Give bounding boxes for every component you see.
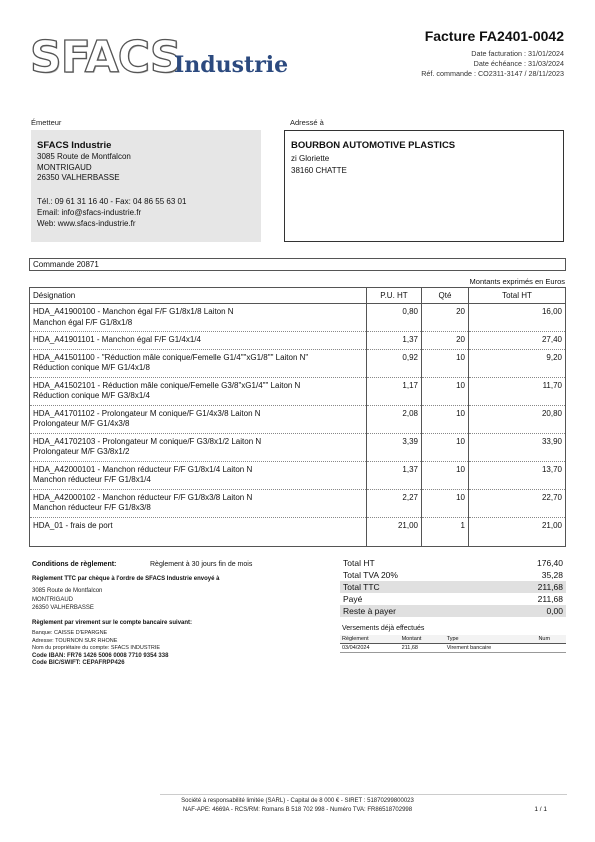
item-designation-line-1: HDA_A41901101 - Manchon égal F/F G1/4x1/4 (33, 335, 201, 344)
adresse-label: Adressé à (290, 118, 324, 127)
item-designation-line-1: HDA_01 - frais de port (33, 520, 113, 530)
item-qte: 20 (422, 332, 469, 350)
total-value: 211,68 (488, 581, 566, 593)
item-row (30, 489, 566, 517)
col-pu: P.U. HT (367, 288, 422, 304)
item-row (30, 405, 566, 433)
footer-line-1: Société à responsabilité limitée (SARL) - Capital de 8 000 € - SIRET : 51870299800023 (181, 798, 414, 804)
col-qte: Qté (422, 288, 469, 304)
emetteur-label: Émetteur (31, 118, 62, 127)
item-row (30, 304, 566, 332)
item-total: 27,40 (469, 332, 566, 350)
total-value: 176,40 (537, 558, 563, 568)
item-total: 13,70 (469, 461, 566, 489)
item-designation-line-2: Manchon égal F/F G1/8x1/8 (33, 317, 133, 327)
versements-header-row (340, 635, 566, 644)
item-pu: 3,39 (367, 433, 422, 461)
emitter-address-line: 3085 Route de Montfalcon (37, 152, 131, 161)
date-facturation: Date facturation : 31/01/2024 (471, 49, 564, 58)
versement-cell (536, 644, 566, 653)
cheque-address (32, 587, 102, 613)
item-designation (30, 304, 367, 332)
recipient-address (291, 153, 347, 177)
item-qte: 10 (422, 461, 469, 489)
emitter-email: Email: info@sfacs-industrie.fr (37, 208, 142, 217)
total-label: Reste à payer (340, 605, 488, 617)
item-row (30, 433, 566, 461)
emitter-web: Web: www.sfacs-industrie.fr (37, 219, 136, 228)
item-designation (30, 405, 367, 433)
total-value: 211,68 (537, 594, 563, 604)
bank-details (32, 630, 168, 668)
item-designation (30, 332, 367, 350)
total-row (340, 605, 566, 617)
item-designation-line-1: HDA_A41701102 - Prolongateur M conique/F G1/4x3/8 Laiton N (33, 408, 261, 418)
item-row (30, 517, 566, 546)
item-pu: 21,00 (367, 517, 422, 546)
date-echeance: Date échéance : 31/03/2024 (473, 59, 564, 68)
item-row (30, 332, 566, 350)
total-row (340, 593, 566, 605)
item-designation-line-2: Manchon réducteur F/F G1/8x3/8 (33, 503, 151, 512)
versements-col-header: Type (445, 635, 537, 644)
item-total: 16,00 (469, 304, 566, 332)
emitter-zip-line: 26350 VALHERBASSE (37, 173, 120, 182)
item-pu: 1,37 (367, 332, 422, 350)
item-total: 22,70 (469, 489, 566, 517)
item-designation-line-1: HDA_A42000102 - Manchon réducteur F/F G1/8x3/8 Laiton N (33, 492, 253, 502)
versement-cell: 03/04/2024 (340, 644, 400, 653)
total-row (340, 581, 566, 593)
item-total: 21,00 (541, 520, 562, 530)
emitter-name: SFACS Industrie (37, 140, 112, 151)
items-table (29, 287, 566, 547)
item-qte: 1 (422, 517, 469, 546)
total-label: Total TTC (340, 581, 488, 593)
item-pu: 0,80 (367, 304, 422, 332)
versements-col-header: Montant (400, 635, 445, 644)
versements-col-header: Règlement (340, 635, 400, 644)
item-designation (30, 349, 367, 377)
montants-note: Montants exprimés en Euros (469, 277, 565, 286)
cheque-zip-line: 26350 VALHERBASSE (32, 605, 94, 611)
item-total: 9,20 (469, 349, 566, 377)
total-label: Total HT (343, 558, 375, 568)
versement-row (340, 644, 566, 653)
item-designation-line-2: Prolongateur M/F G3/8x1/2 (33, 447, 130, 456)
total-row (340, 569, 566, 581)
versements-title: Versements déjà effectués (342, 625, 425, 632)
item-designation-line-2: Réduction conique M/F G3/8x1/4 (33, 391, 150, 400)
item-designation (30, 461, 367, 489)
item-designation-line-2: Prolongateur M/F G1/4x3/8 (33, 419, 130, 428)
item-designation-line-1: HDA_A42000101 - Manchon réducteur F/F G1/8x1/4 Laiton N (33, 464, 253, 474)
item-designation (30, 489, 367, 517)
cheque-address-line: 3085 Route de Montfalcon (32, 588, 103, 594)
ref-commande: Réf. commande : CO2311-3147 / 28/11/2023 (421, 69, 564, 78)
commande-box: Commande 20871 (29, 258, 566, 271)
item-qte: 10 (422, 489, 469, 517)
item-designation-line-1: HDA_A41900100 - Manchon égal F/F G1/8x1/8 Laiton N (33, 307, 234, 316)
item-designation-line-2: Réduction conique M/F G1/4x1/8 (33, 363, 150, 372)
virement-title: Règlement par virement sur le compte bancaire suivant: (32, 620, 193, 626)
cheque-city-line: MONTRIGAUD (32, 596, 73, 603)
versements-col-header: Num (536, 635, 566, 644)
emitter-contact (37, 196, 186, 229)
item-designation-line-1: HDA_A41502101 - Réduction mâle conique/Femelle G3/8"xG1/4"" Laiton N (33, 380, 301, 390)
item-pu: 2,27 (367, 489, 422, 517)
total-value: 0,00 (488, 605, 566, 617)
totals-table (340, 557, 566, 617)
item-pu: 1,37 (367, 461, 422, 489)
versements-table (340, 635, 566, 653)
item-total: 33,90 (469, 433, 566, 461)
item-designation-line-1: HDA_A41501100 - "Réduction mâle conique/Femelle G1/4""xG1/8"" Laiton N" (33, 352, 309, 362)
item-row (30, 349, 566, 377)
item-pu: 1,17 (367, 377, 422, 405)
bank-name: Banque: CAISSE D'EPARGNE (32, 630, 108, 636)
bank-bic: Code BIC/SWIFT: CEPAFRPP426 (32, 660, 125, 666)
company-logo (30, 34, 290, 84)
conditions-label: Conditions de règlement: (32, 561, 117, 568)
total-label: Payé (343, 594, 363, 604)
invoice-title: Facture FA2401-0042 (424, 28, 564, 44)
item-row (30, 377, 566, 405)
item-designation (30, 377, 367, 405)
recipient-address-line: zi Gloriette (291, 154, 330, 163)
total-row (340, 557, 566, 569)
recipient-box (284, 130, 564, 242)
versement-cell: 211,68 (400, 644, 445, 653)
item-designation-line-1: HDA_A41702103 - Prolongateur M conique/F G3/8x1/2 Laiton N (33, 436, 262, 446)
conditions-value: Règlement à 30 jours fin de mois (150, 561, 253, 568)
item-designation-line-2: Manchon réducteur F/F G1/8x1/4 (33, 475, 151, 484)
bank-owner: Nom du propriétaire du compte: SFACS INDUSTRIE (32, 645, 161, 651)
items-header-row (30, 288, 566, 304)
versement-cell: Virement bancaire (445, 644, 537, 653)
item-row (30, 461, 566, 489)
invoice-meta (421, 49, 564, 79)
recipient-name: BOURBON AUTOMOTIVE PLASTICS (291, 140, 456, 151)
item-qte: 10 (422, 349, 469, 377)
emitter-box (31, 130, 261, 242)
item-designation (30, 517, 367, 546)
col-total: Total HT (469, 288, 566, 304)
footer-divider (160, 794, 567, 795)
emitter-phone: Tél.: 09 61 31 16 40 - Fax: 04 86 55 63 01 (37, 197, 187, 206)
total-label: Total TVA 20% (343, 570, 398, 580)
item-qte: 10 (422, 433, 469, 461)
item-total: 20,80 (469, 405, 566, 433)
cheque-title: Règlement TTC par chèque à l'ordre de SFACS Industrie envoyé à (32, 576, 220, 582)
total-value: 35,28 (541, 570, 563, 580)
bank-iban: Code IBAN: FR76 1426 5006 0008 7710 9354 338 (32, 652, 169, 659)
logo-sfacs-text: SFACS (30, 32, 181, 83)
recipient-city-line: 38160 CHATTE (291, 166, 347, 175)
bank-address: Adresse: TOURNON SUR RHONE (32, 637, 118, 644)
conditions-reglement (32, 559, 252, 568)
page-number: 1 / 1 (534, 806, 547, 813)
emitter-city-line: MONTRIGAUD (37, 162, 92, 172)
item-total: 11,70 (469, 377, 566, 405)
item-pu: 0,92 (367, 349, 422, 377)
footer-legal (0, 797, 595, 815)
emitter-address (37, 152, 131, 184)
item-qte: 20 (422, 304, 469, 332)
item-pu: 2,08 (367, 405, 422, 433)
footer-line-2: NAF-APE: 4669A - RCS/RM: Romans B 518 702 998 - Numéro TVA: FR86518702998 (182, 807, 413, 813)
col-designation: Désignation (30, 288, 367, 304)
logo-industrie-text: Industrie (174, 52, 289, 78)
item-designation (30, 433, 367, 461)
item-qte: 10 (422, 405, 469, 433)
item-qte: 10 (422, 377, 469, 405)
